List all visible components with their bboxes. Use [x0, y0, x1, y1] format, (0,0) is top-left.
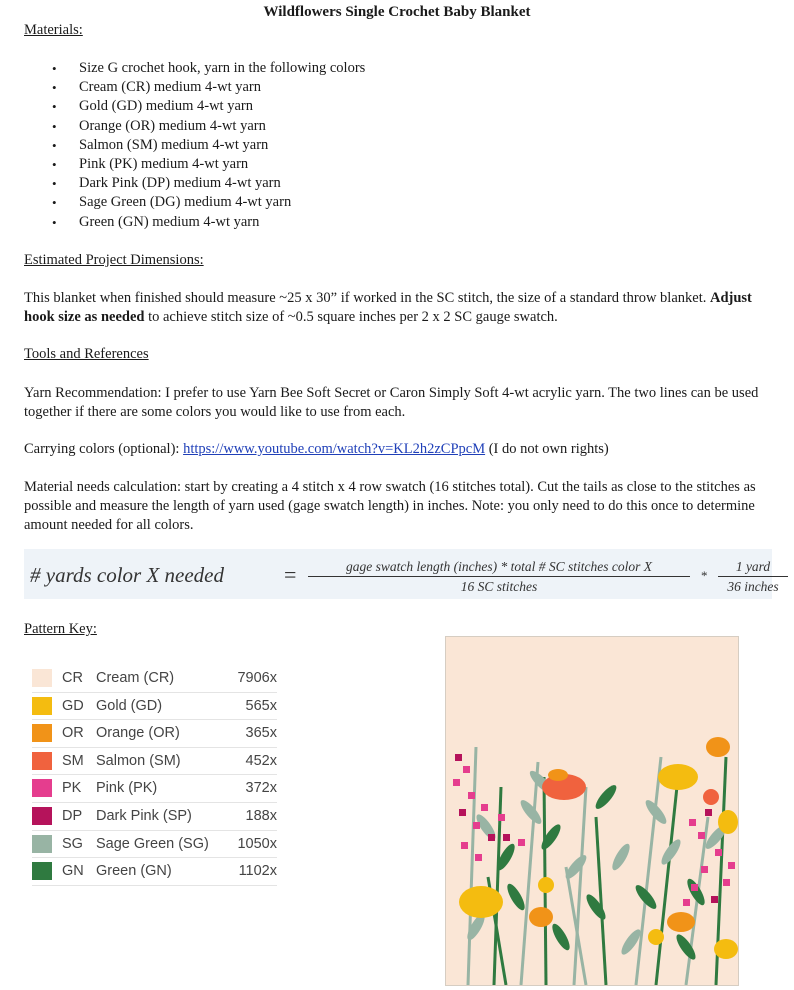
- materials-item: [52, 193, 365, 212]
- key-name: Gold (GD): [96, 697, 163, 714]
- key-code: SG: [62, 835, 83, 852]
- dimensions-text-a: This blanket when finished should measure ~25 x 30” if worked in the SC stitch, the size of a standard throw blanket.: [24, 290, 710, 306]
- formula-equals: =: [284, 562, 297, 587]
- dimensions-paragraph: [24, 289, 774, 327]
- key-code: CR: [62, 670, 83, 686]
- bullet-icon: •: [52, 118, 57, 134]
- key-count: 7906x: [237, 670, 277, 686]
- key-code: OR: [62, 725, 84, 742]
- key-name: Salmon (SM): [96, 752, 181, 769]
- key-code: GN: [62, 863, 84, 880]
- materials-item: [52, 213, 365, 232]
- document-title: Wildflowers Single Crochet Baby Blanket: [263, 4, 531, 20]
- key-count: 1050x: [237, 835, 277, 852]
- pattern-key-heading: Pattern Key:: [24, 621, 97, 637]
- formula-lhs: # yards color X needed: [30, 563, 225, 587]
- bullet-icon: •: [52, 137, 57, 153]
- color-swatch: [32, 807, 52, 825]
- key-count: 365x: [245, 725, 277, 742]
- materials-item: [52, 59, 365, 78]
- key-count: 452x: [245, 752, 277, 769]
- formula-numerator-2: 1 yard: [718, 559, 788, 577]
- materials-item-text: Gold (GD) medium 4-wt yarn: [79, 98, 253, 115]
- materials-item-text: Salmon (SM) medium 4-wt yarn: [79, 136, 269, 153]
- key-row: [32, 858, 277, 886]
- formula-fraction-2: [718, 559, 788, 595]
- materials-item-text: Cream (CR) medium 4-wt yarn: [79, 79, 262, 96]
- carrying-colors: [24, 440, 774, 459]
- youtube-link[interactable]: https://www.youtube.com/watch?v=KL2h2zCPpcM: [183, 441, 486, 457]
- key-name: Dark Pink (SP): [96, 807, 192, 824]
- key-name: Orange (OR): [96, 725, 180, 742]
- tools-heading: Tools and References: [24, 346, 149, 362]
- color-swatch: [32, 669, 52, 687]
- pattern-key-table: [32, 665, 277, 886]
- materials-list: [52, 59, 365, 232]
- key-name: Cream (CR): [96, 670, 175, 686]
- key-name: Sage Green (SG): [96, 835, 209, 852]
- materials-item-text: Pink (PK) medium 4-wt yarn: [79, 155, 249, 172]
- key-code: GD: [62, 697, 84, 714]
- materials-item-text: Orange (OR) medium 4-wt yarn: [79, 117, 266, 134]
- materials-item: [52, 78, 365, 97]
- bullet-icon: •: [52, 156, 57, 172]
- key-code: DP: [62, 807, 83, 824]
- bullet-icon: •: [52, 99, 57, 115]
- key-row: [32, 803, 277, 831]
- bullet-icon: •: [52, 176, 57, 192]
- materials-item: [52, 117, 365, 136]
- materials-item: [52, 174, 365, 193]
- bullet-icon: •: [52, 61, 57, 76]
- carrying-suffix: (I do not own rights): [485, 441, 609, 457]
- color-swatch: [32, 779, 52, 797]
- key-row: [32, 720, 277, 748]
- material-calculation: Material needs calculation: start by creating a 4 stitch x 4 row swatch (16 stitches total). Cut the tails as close to the stitches as possible and measure the length of yarn used (gage swatch length) in inches. Note: you only need to do this once to determine amount needed for all colors.: [24, 479, 756, 533]
- wildflower-pattern-chart: [445, 636, 739, 986]
- formula-denominator-2: 36 inches: [727, 579, 779, 594]
- color-swatch: [32, 862, 52, 880]
- key-row: [32, 748, 277, 776]
- key-count: 1102x: [238, 863, 277, 880]
- key-row: [32, 693, 277, 721]
- yarn-formula: [24, 549, 779, 599]
- key-row: [32, 831, 277, 859]
- dimensions-text-bold: Adjust hook size as needed: [24, 290, 752, 325]
- key-name: Pink (PK): [96, 780, 158, 797]
- formula-numerator: gage swatch length (inches) * total # SC stitches color X: [308, 559, 690, 577]
- materials-item-text: Dark Pink (DP) medium 4-wt yarn: [79, 175, 281, 192]
- formula-times: *: [701, 568, 708, 583]
- key-count: 565x: [245, 697, 277, 714]
- key-code: SM: [62, 752, 84, 769]
- key-name: Green (GN): [96, 863, 172, 880]
- materials-item-text: Size G crochet hook, yarn in the following colors: [79, 60, 366, 76]
- color-swatch: [32, 724, 52, 742]
- key-count: 188x: [245, 807, 277, 824]
- dimensions-heading: Estimated Project Dimensions:: [24, 252, 204, 268]
- key-row: [32, 665, 277, 693]
- key-code: PK: [62, 780, 82, 797]
- bullet-icon: •: [52, 214, 57, 230]
- materials-item: [52, 97, 365, 116]
- materials-heading: Materials:: [24, 22, 83, 38]
- materials-item-text: Sage Green (DG) medium 4-wt yarn: [79, 194, 292, 211]
- bullet-icon: •: [52, 195, 57, 211]
- color-swatch: [32, 835, 52, 853]
- materials-item: [52, 155, 365, 174]
- formula-fraction-1: [308, 559, 690, 595]
- bullet-icon: •: [52, 80, 57, 96]
- wildflower-pixel-pattern-icon: [446, 637, 738, 985]
- yarn-recommendation: Yarn Recommendation: I prefer to use Yarn Bee Soft Secret or Caron Simply Soft 4-wt acrylic yarn. The two lines can be used together if there are some colors you would like to use from each.: [24, 385, 759, 420]
- key-row: [32, 775, 277, 803]
- color-swatch: [32, 697, 52, 715]
- materials-item: [52, 136, 365, 155]
- carrying-prefix: Carrying colors (optional):: [24, 441, 184, 457]
- color-swatch: [32, 752, 52, 770]
- formula-denominator: 16 SC stitches: [460, 579, 538, 594]
- materials-item-text: Green (GN) medium 4-wt yarn: [79, 213, 260, 230]
- dimensions-text-b: to achieve stitch size of ~0.5 square inches per 2 x 2 SC gauge swatch.: [144, 309, 558, 325]
- key-count: 372x: [245, 780, 277, 797]
